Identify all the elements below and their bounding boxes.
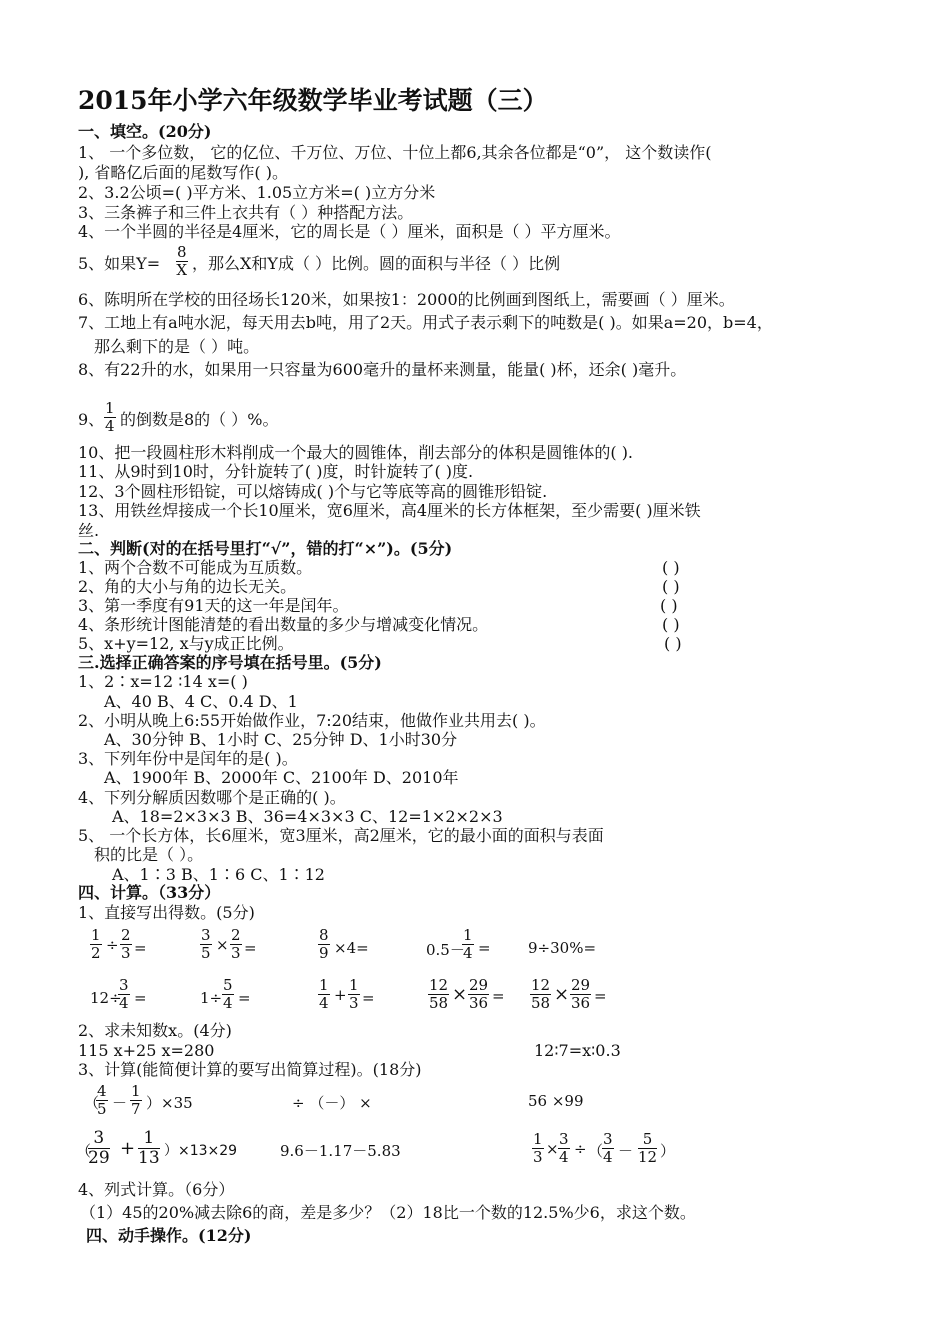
choice-q3-options: A、1900年 B、2000年 C、2100年 D、2010年: [104, 768, 459, 787]
part-2-label: 2、求未知数x。(4分): [78, 1021, 232, 1040]
denominator: 12: [638, 1148, 658, 1166]
operator: =: [492, 987, 505, 1005]
judge-item-3: 3、第一季度有91天的这一年是闰年。: [78, 596, 349, 615]
page-title: 2015年小学六年级数学毕业考试题（三）: [78, 86, 548, 115]
denominator: 7: [131, 1100, 141, 1118]
q6: 6、陈明所在学校的田径场长120米，如果按1：2000的比例画到图纸上，需要画（ ）厘米。: [78, 290, 735, 309]
part-4-label: 4、列式计算。（6分）: [78, 1180, 235, 1199]
q9-fraction: [104, 400, 116, 435]
q10: 10、把一段圆柱形木料削成一个最大的圆锥体，削去部分的体积是圆锥体的( ).: [78, 443, 634, 462]
fraction: [532, 1131, 544, 1166]
operator: ×: [546, 1140, 559, 1158]
judge-item-4: 4、条形统计图能清楚的看出数量的多少与增减变化情况。: [78, 615, 489, 634]
numerator: 3: [88, 1129, 110, 1149]
section-4-heading: 四、计算。（33分）: [78, 883, 221, 902]
fraction: [462, 927, 474, 962]
numerator: 1: [105, 399, 115, 417]
equation-1: 115 x+25 x=280: [78, 1041, 215, 1060]
denominator: X: [176, 261, 188, 279]
fraction: [428, 977, 449, 1012]
denominator: 58: [429, 994, 449, 1012]
numerator: 12: [429, 976, 449, 994]
operator: =: [134, 989, 147, 1007]
denominator: 29: [88, 1148, 110, 1168]
fraction: [118, 977, 130, 1012]
q13-line2: 丝.: [78, 521, 100, 540]
fraction: [96, 1083, 108, 1118]
judge-item-1: 1、两个合数不可能成为互质数。: [78, 558, 313, 577]
denominator: 5: [201, 944, 211, 962]
q5-fraction: [176, 244, 188, 279]
judge-bracket-1: ( ): [662, 558, 680, 577]
numerator: 3: [559, 1130, 569, 1148]
calc-expression-3: 56 ×99: [528, 1092, 584, 1110]
q9-end: 的倒数是8的（ ）%。: [120, 410, 279, 429]
choice-q2: 2、小明从晚上6:55开始做作业，7:20结束，他做作业共用去( )。: [78, 711, 546, 730]
denominator: 58: [531, 994, 551, 1012]
section-1-heading: 一、填空。(20分): [78, 122, 212, 141]
numerator: 1: [349, 976, 359, 994]
numerator: 12: [531, 976, 551, 994]
fraction: [318, 927, 330, 962]
operator: =: [594, 987, 607, 1005]
fraction: [468, 977, 489, 1012]
fraction: [558, 1131, 570, 1166]
calc-expression-2: ÷ （－） ×: [292, 1094, 372, 1112]
fraction: [530, 977, 551, 1012]
operator: ×: [452, 984, 468, 1005]
denominator: 4: [223, 994, 233, 1012]
operator: ×4=: [334, 939, 369, 957]
fraction: [90, 927, 102, 962]
operator: ×: [554, 984, 570, 1005]
fraction: [230, 927, 242, 962]
denominator: 2: [91, 944, 101, 962]
operator: =: [362, 989, 375, 1007]
q5-end: ，那么X和Y成（ ）比例。圆的面积与半径（ ）比例: [192, 254, 561, 273]
judge-bracket-2: ( ): [662, 577, 680, 596]
part-4-questions: （1）45的20%减去除6的商，差是多少？（2）18比一个数的12.5%少6，求这个数。: [80, 1203, 696, 1222]
operator: 0.5－: [426, 941, 465, 959]
operator: （: [588, 1142, 604, 1160]
operator: ÷: [574, 1140, 587, 1158]
section-5-heading: 四、动手操作。(12分): [86, 1226, 252, 1245]
numerator: 5: [223, 976, 233, 994]
fraction: [348, 977, 360, 1012]
q9-start: 9、: [78, 410, 105, 429]
operator: （: [84, 1094, 100, 1112]
denominator: 4: [105, 417, 115, 435]
denominator: 36: [469, 994, 489, 1012]
fraction: [130, 1083, 142, 1118]
operator: （: [76, 1142, 92, 1160]
denominator: 4: [319, 994, 329, 1012]
choice-q5-options: A、1∶3 B、1∶6 C、1∶12: [112, 865, 325, 884]
choice-q4: 4、下列分解质因数哪个是正确的( )。: [78, 788, 346, 807]
choice-q2-options: A、30分钟 B、1小时 C、25分钟 D、1小时30分: [104, 730, 458, 749]
judge-item-5: 5、x+y=12, x与y成正比例。: [78, 634, 294, 653]
judge-bracket-4: ( ): [662, 615, 680, 634]
q2: 2、3.2公顷=( )平方米、1.05立方米=( )立方分米: [78, 183, 436, 202]
numerator: 3: [119, 976, 129, 994]
choice-q5-line2: 积的比是（ ）。: [94, 845, 204, 864]
q7-line2: 那么剩下的是（ ）吨。: [94, 337, 260, 356]
operator: －: [618, 1142, 634, 1160]
fraction: [200, 927, 212, 962]
calc-expression-1: ）×35: [146, 1094, 193, 1112]
q5-start: 5、如果Y=: [78, 254, 161, 273]
operator: =: [134, 939, 147, 957]
fraction: [318, 977, 330, 1012]
denominator: 4: [559, 1148, 569, 1166]
numerator: 3: [201, 926, 211, 944]
denominator: 3: [533, 1148, 543, 1166]
denominator: 3: [121, 944, 131, 962]
equation-2: 12∶7=x∶0.3: [534, 1041, 621, 1060]
judge-bracket-3: ( ): [660, 596, 678, 615]
judge-bracket-5: ( ): [664, 634, 682, 653]
choice-q4-options: A、18=2×3×3 B、36=4×3×3 C、12=1×2×2×3: [112, 807, 503, 826]
numerator: 1: [91, 926, 101, 944]
numerator: 1: [131, 1082, 141, 1100]
q4: 4、一个半圆的半径是4厘米，它的周长是（ ）厘米，面积是（ ）平方厘米。: [78, 222, 621, 241]
operator: +: [120, 1138, 136, 1159]
numerator: 29: [469, 976, 489, 994]
q7-line1: 7、工地上有a吨水泥，每天用去b吨，用了2天。用式子表示剩下的吨数是( )。如果a=20，b=4，: [78, 313, 773, 332]
numerator: 1: [533, 1130, 543, 1148]
operator: =: [478, 939, 491, 957]
calc-expression-4: ）×13×29: [164, 1143, 238, 1159]
operator: =: [244, 939, 257, 957]
operator: 9÷30%=: [528, 939, 597, 957]
choice-q1: 1、2∶x=12 ∶14 x=( ): [78, 672, 248, 691]
fraction: [602, 1131, 614, 1166]
numerator: 1: [138, 1129, 160, 1149]
q1-line1: 1、 一个多位数， 它的亿位、千万位、万位、十位上都6,其余各位都是“0”， 这个数读作(: [78, 143, 712, 162]
choice-q1-options: A、40 B、4 C、0.4 D、1: [104, 692, 298, 711]
q3: 3、三条裤子和三件上衣共有（ ）种搭配方法。: [78, 203, 414, 222]
denominator: 5: [97, 1100, 107, 1118]
q13-line1: 13、用铁丝焊接成一个长10厘米，宽6厘米，高4厘米的长方体框架，至少需要( )厘米铁: [78, 501, 701, 520]
numerator: 2: [231, 926, 241, 944]
fraction: [638, 1131, 657, 1166]
denominator: 3: [349, 994, 359, 1012]
numerator: 8: [177, 243, 187, 261]
judge-item-2: 2、角的大小与角的边长无关。: [78, 577, 297, 596]
numerator: 3: [603, 1130, 613, 1148]
fraction: [222, 977, 234, 1012]
denominator: 4: [119, 994, 129, 1012]
numerator: 4: [97, 1082, 107, 1100]
choice-q3: 3、下列年份中是闰年的是( )。: [78, 749, 298, 768]
part-3-label: 3、计算(能简便计算的要写出简算过程)。(18分): [78, 1060, 422, 1079]
operator: 12÷: [90, 989, 122, 1007]
operator: ÷: [106, 936, 119, 954]
q1-line2: ), 省略亿后面的尾数写作( )。: [78, 163, 288, 182]
section-2-heading: 二、判断(对的在括号里打“√”，错的打“×”)。(5分): [78, 539, 453, 558]
part-1-label: 1、直接写出得数。(5分): [78, 903, 255, 922]
fraction: [570, 977, 591, 1012]
choice-q5-line1: 5、 一个长方体，长6厘米，宽3厘米，高2厘米，它的最小面的面积与表面: [78, 826, 604, 845]
operator: －: [112, 1094, 128, 1112]
fraction: [138, 1129, 160, 1168]
operator: ×: [216, 936, 229, 954]
denominator: 3: [231, 944, 241, 962]
numerator: 5: [638, 1131, 657, 1149]
operator: =: [238, 989, 251, 1007]
operator: +: [334, 986, 347, 1004]
numerator: 2: [121, 926, 131, 944]
calc-expression-5: 9.6－1.17－5.83: [280, 1142, 401, 1160]
denominator: 4: [603, 1148, 613, 1166]
q12: 12、3个圆柱形铅锭，可以熔铸成( )个与它等底等高的圆锥形铅锭.: [78, 482, 548, 501]
numerator: 8: [319, 926, 329, 944]
operator: 1÷: [200, 989, 223, 1007]
denominator: 9: [319, 944, 329, 962]
q11: 11、从9时到10时，分针旋转了( )度，时针旋转了( )度.: [78, 462, 474, 481]
numerator: 1: [319, 976, 329, 994]
denominator: 4: [463, 944, 473, 962]
denominator: 13: [138, 1148, 160, 1168]
q8: 8、有22升的水，如果用一只容量为600毫升的量杯来测量，能量( )杯，还余( )毫升。: [78, 360, 687, 379]
fraction: [120, 927, 132, 962]
numerator: 1: [463, 926, 473, 944]
fraction: [88, 1129, 110, 1168]
section-3-heading: 三.选择正确答案的序号填在括号里。(5分): [78, 653, 382, 672]
operator: ）: [660, 1142, 676, 1160]
denominator: 36: [571, 994, 591, 1012]
numerator: 29: [571, 976, 591, 994]
